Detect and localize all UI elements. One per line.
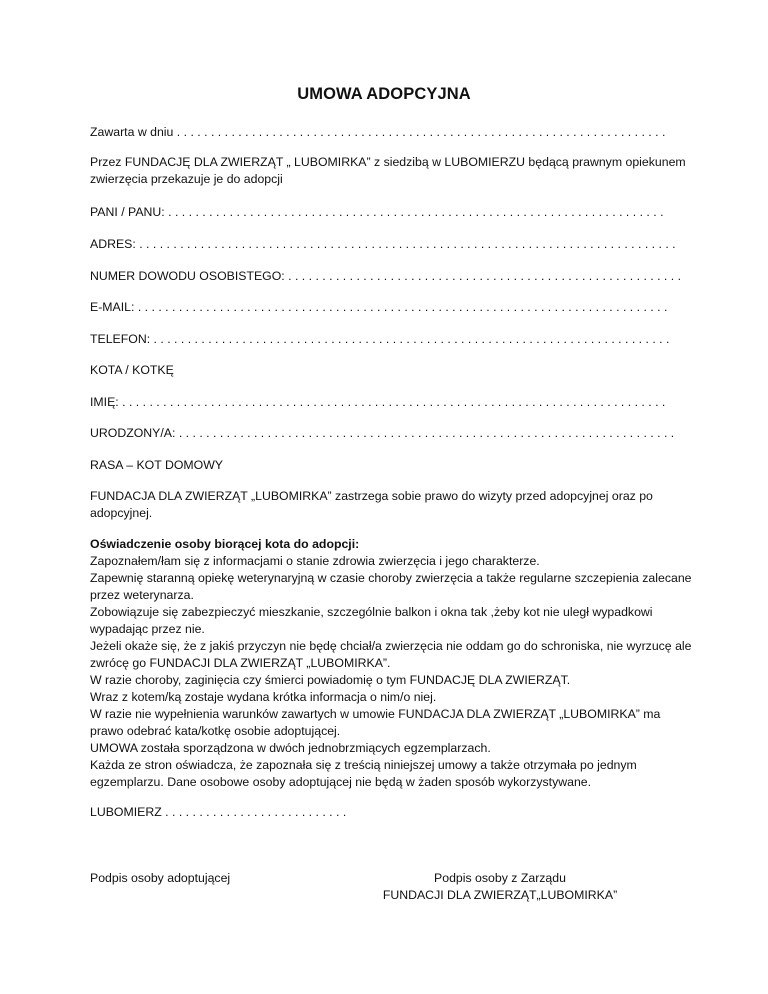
signature-foundation-name: FUNDACJI DLA ZWIERZĄT„LUBOMIRKA”	[382, 888, 618, 902]
declaration-section	[90, 536, 696, 791]
signature-board-block	[350, 870, 650, 904]
field-rasa: RASA – KOT DOMOWY	[90, 458, 224, 472]
field-numer-dowodu: NUMER DOWODU OSOBISTEGO: . . . . . . . . . . . . . . . . . . . . . . . . . . . . . . . . . . . . . . . . . . . . . . . . . . . . . . . . . .	[90, 269, 682, 283]
signature-board-label: Podpis osoby z Zarządu	[434, 871, 566, 885]
field-telefon: TELEFON: . . . . . . . . . . . . . . . . . . . . . . . . . . . . . . . . . . . . . . . . . . . . . . . . . . . . . . . . . . . . . . . . . . . . . . . . . . . .	[90, 332, 670, 346]
field-kota-kotke: KOTA / KOTKĘ	[90, 363, 174, 377]
visit-clause: FUNDACJA DLA ZWIERZĄT „LUBOMIRKA” zastrzega sobie prawo do wizyty przed adopcyjnej oraz po adopcyjnej.	[90, 489, 653, 520]
field-pani-panu: PANI / PANU: . . . . . . . . . . . . . . . . . . . . . . . . . . . . . . . . . . . . . . . . . . . . . . . . . . . . . . . . . . . . . . . . . . . . . . . . .	[90, 205, 664, 219]
place-line: LUBOMIERZ . . . . . . . . . . . . . . . . . . . . . . . . . . .	[90, 805, 347, 819]
declaration-line: Jeżeli okaże się, że z jakiś przyczyn nie będę chciał/a zwierzęcia nie oddam go do schroniska, nie wyrzucę ale zwrócę go FUNDACJI DLA ZWIERZĄT „LUBOMIRKA”.	[90, 639, 692, 670]
declaration-line: Zobowiązuje się zabezpieczyć mieszkanie, szczególnie balkon i okna tak ,żeby kot nie uległ wypadkowi wypadając przez nie.	[90, 605, 653, 636]
declaration-line: W razie choroby, zaginięcia czy śmierci powiadomię o tym FUNDACJĘ DLA ZWIERZĄT.	[90, 673, 571, 687]
declaration-line: Zapoznałem/łam się z informacjami o stanie zdrowia zwierzęcia i jego charakterze.	[90, 554, 540, 568]
declaration-line: W razie nie wypełnienia warunków zawartych w umowie FUNDACJA DLA ZWIERZĄT „LUBOMIRKA” ma prawo odebrać kata/kotkę osobie adoptującej.	[90, 707, 661, 738]
field-imie: IMIĘ: . . . . . . . . . . . . . . . . . . . . . . . . . . . . . . . . . . . . . . . . . . . . . . . . . . . . . . . . . . . . . . . . . . . . . . . . . . . . . . . .	[90, 395, 666, 409]
declaration-line: UMOWA została sporządzona w dwóch jednobrzmiących egzemplarzach.	[90, 741, 491, 755]
field-adres: ADRES: . . . . . . . . . . . . . . . . . . . . . . . . . . . . . . . . . . . . . . . . . . . . . . . . . . . . . . . . . . . . . . . . . . . . . . . . . . . . . . .	[90, 237, 676, 251]
declaration-line: Zapewnię staranną opiekę weterynaryjną w czasie choroby zwierzęcia a także regularne szczepienia zalecane przez weterynarza.	[90, 571, 692, 602]
field-email: E-MAIL: . . . . . . . . . . . . . . . . . . . . . . . . . . . . . . . . . . . . . . . . . . . . . . . . . . . . . . . . . . . . . . . . . . . . . . . . . . . . . .	[90, 300, 668, 314]
declaration-heading: Oświadczenie osoby biorącej kota do adopcji:	[90, 537, 360, 551]
declaration-line: Wraz z kotem/ką zostaje wydana krótka informacja o nim/o niej.	[90, 690, 437, 704]
intro-paragraph: Przez FUNDACJĘ DLA ZWIERZĄT „ LUBOMIRKA” z siedzibą w LUBOMIERZU będącą prawnym opiekunem zwierzęcia przekazuje je do adopcji	[90, 155, 686, 186]
declaration-line: Każda ze stron oświadcza, że zapoznała się z treścią niniejszej umowy a także otrzymała po jednym egzemplarzu. Dane osobowe osoby adoptującej nie będą w żaden sposób wykorzystywane.	[90, 758, 637, 789]
field-urodzony: URODZONY/A: . . . . . . . . . . . . . . . . . . . . . . . . . . . . . . . . . . . . . . . . . . . . . . . . . . . . . . . . . . . . . . . . . . . . . . . . .	[90, 426, 675, 440]
contract-date-line: Zawarta w dniu . . . . . . . . . . . . . . . . . . . . . . . . . . . . . . . . . . . . . . . . . . . . . . . . . . . . . . . . . . . . . . . . . . . . . . . .	[90, 125, 666, 139]
page-title: UMOWA ADOPCYJNA	[297, 85, 471, 103]
signature-adopter-label: Podpis osoby adoptującej	[90, 871, 231, 885]
